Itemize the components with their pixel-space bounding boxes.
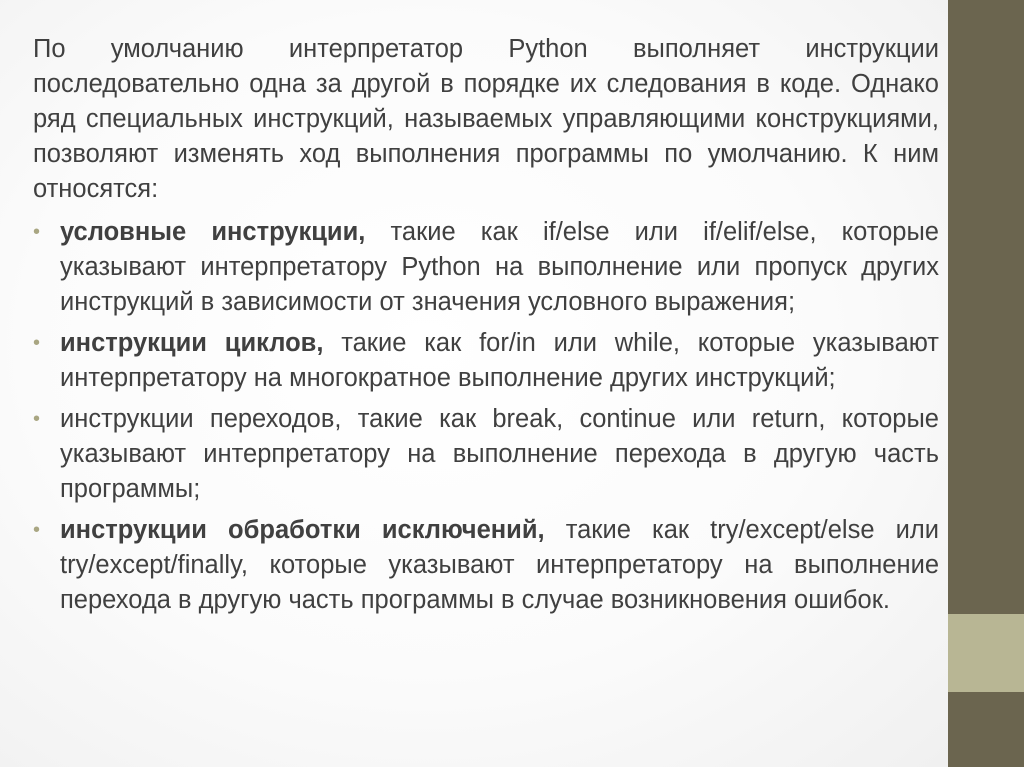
bullet-text: такие как if/else или if/elif/else, которые указывают интерпретатору Python на выполнение или пропуск других инструкций в зависимости от значения условного выражения; — [60, 218, 939, 316]
bullet-term: инструкции обработки исключений, — [60, 516, 545, 544]
bullet-item-exceptions — [33, 513, 939, 618]
intro-paragraph: По умолчанию интерпретатор Python выполняет инструкции последовательно одна за другой в порядке их следования в коде. Однако ряд специальных инструкций, называемых управляющими конструкциями, позволяют изменять ход выполнения программы по умолчанию. К ним относятся: — [33, 35, 939, 203]
bullet-dot-icon: • — [33, 519, 41, 541]
bullet-item-conditional — [33, 215, 939, 320]
bullet-text: такие как for/in или while, которые указывают интерпретатору на многократное выполнение других инструкций; — [60, 329, 939, 392]
sidebar-decor-accent — [948, 614, 1024, 692]
slide-content — [33, 32, 939, 624]
bullet-text: инструкции переходов, такие как break, continue или return, которые указывают интерпретатору на выполнение перехода в другую часть программы; — [60, 405, 939, 503]
bullet-text: такие как try/except/else или try/except/finally, которые указывают интерпретатору на выполнение перехода в другую часть программы в случае возникновения ошибок. — [60, 516, 939, 614]
bullet-dot-icon: • — [33, 332, 41, 354]
bullet-item-jumps — [33, 402, 939, 507]
bullet-dot-icon: • — [33, 221, 41, 243]
bullet-item-loops — [33, 326, 939, 396]
sidebar-decor-top — [948, 0, 1024, 614]
bullet-term: инструкции циклов, — [60, 329, 324, 357]
sidebar-decor-bottom — [948, 692, 1024, 767]
bullet-dot-icon: • — [33, 408, 41, 430]
bullet-list — [33, 215, 939, 618]
bullet-term: условные инструкции, — [60, 218, 366, 246]
